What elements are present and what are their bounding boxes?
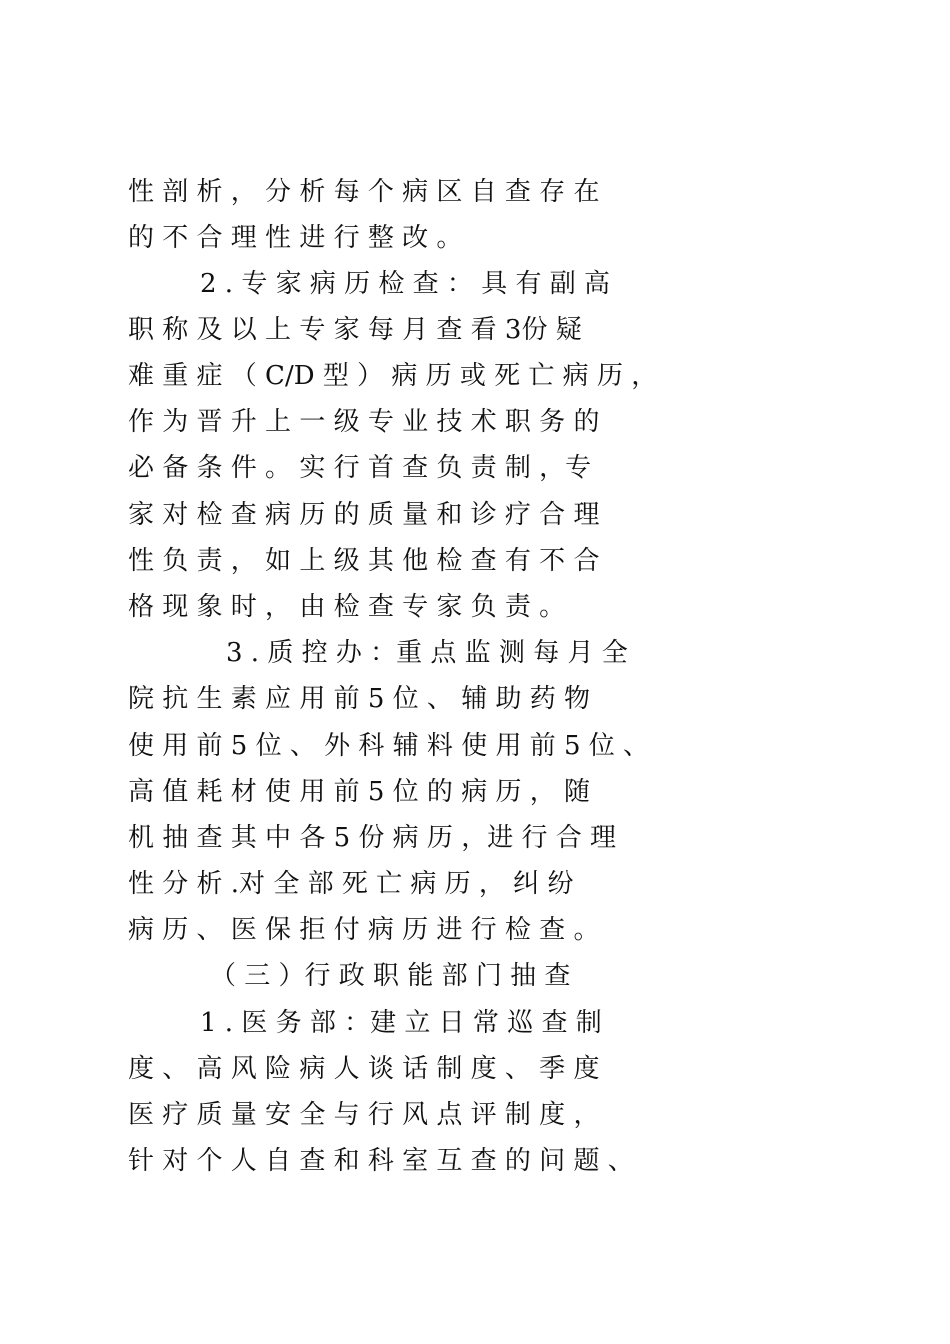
- text-line-7: 必 备 条 件 。 实 行 首 查 负 责 制 ，专: [128, 453, 592, 483]
- text-line-16: 性 分 析 .对 全 部 死 亡 病 历 ， 纠 纷: [128, 869, 574, 899]
- text-line-14: 高 值 耗 材 使 用 前 5 位 的 病 历 ， 随: [128, 777, 590, 807]
- text-line-9: 性 负 责 ， 如 上 级 其 他 检 查 有 不 合: [128, 546, 600, 576]
- text-line-11: 3 . 质 控 办 ：重 点 监 测 每 月 全: [226, 638, 628, 668]
- text-line-17: 病 历 、 医 保 拒 付 病 历 进 行 检 查 。: [128, 915, 600, 945]
- text-line-4: 职 称 及 以 上 专 家 每 月 查 看 3份 疑: [128, 315, 582, 345]
- text-line-15: 机 抽 查 其 中 各 5 份 病 历 ，进 行 合 理: [128, 823, 616, 853]
- text-line-20: 度 、 高 风 险 病 人 谈 话 制 度 、 季 度: [128, 1054, 600, 1084]
- text-line-21: 医 疗 质 量 安 全 与 行 风 点 评 制 度 ，: [128, 1100, 600, 1130]
- text-line-1: 性 剖 析 ， 分 析 每 个 病 区 自 查 存 在: [128, 177, 600, 207]
- text-line-22: 针 对 个 人 自 查 和 科 室 互 查 的 问 题 、: [128, 1146, 634, 1176]
- text-line-13: 使 用 前 5 位 、 外 科 辅 料 使 用 前 5 位 、: [128, 731, 650, 761]
- text-line-6: 作 为 晋 升 上 一 级 专 业 技 术 职 务 的: [128, 407, 600, 437]
- text-line-3: 2 . 专 家 病 历 检 查 ： 具 有 副 高: [200, 269, 610, 299]
- text-line-12: 院 抗 生 素 应 用 前 5 位 、 辅 助 药 物: [128, 684, 590, 714]
- section-heading: （ 三 ）行 政 职 能 部 门 抽 查: [210, 961, 571, 991]
- text-line-8: 家 对 检 查 病 历 的 质 量 和 诊 疗 合 理: [128, 500, 600, 530]
- text-line-5: 难 重 症 （ C/D 型 ） 病 历 或 死 亡 病 历 ，: [128, 361, 658, 391]
- text-line-10: 格 现 象 时 ， 由 检 查 专 家 负 责 。: [128, 592, 566, 622]
- text-line-19: 1 . 医 务 部 ：建 立 日 常 巡 查 制: [200, 1008, 602, 1038]
- text-line-2: 的 不 合 理 性 进 行 整 改 。: [128, 223, 463, 253]
